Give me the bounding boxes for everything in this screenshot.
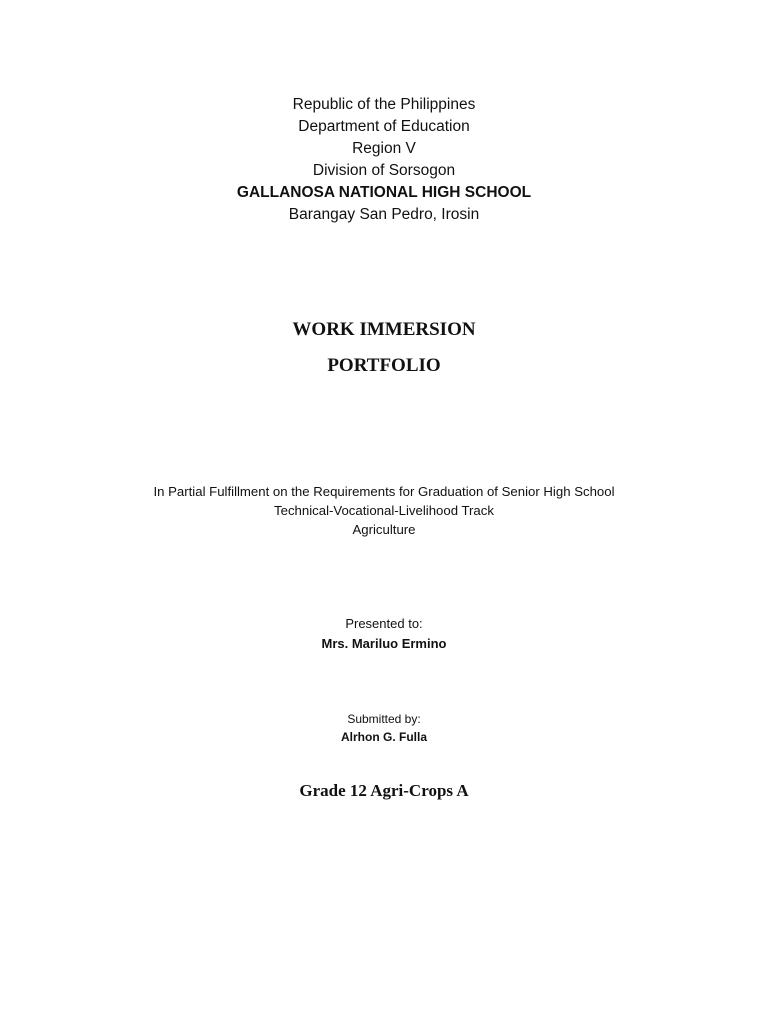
- submitted-by-section: [0, 710, 768, 746]
- grade-section: [0, 779, 768, 803]
- department-line: Department of Education: [298, 118, 470, 135]
- submitted-label: Submitted by:: [347, 712, 421, 726]
- title-line-1: WORK IMMERSION: [292, 319, 476, 340]
- submitted-name: Alrhon G. Fulla: [341, 730, 427, 744]
- title-line-2: PORTFOLIO: [327, 355, 441, 376]
- grade-text: Grade 12 Agri-Crops A: [299, 781, 469, 800]
- fulfillment-statement: [0, 482, 768, 539]
- presented-to-section: [0, 614, 768, 654]
- school-header: [0, 94, 768, 226]
- country-line: Republic of the Philippines: [292, 96, 476, 113]
- portfolio-title: [0, 312, 768, 384]
- fulfillment-line-3: Agriculture: [352, 522, 416, 537]
- fulfillment-line-1: In Partial Fulfillment on the Requirements for Graduation of Senior High School: [153, 484, 615, 499]
- school-address: Barangay San Pedro, Irosin: [288, 206, 480, 223]
- presented-name: Mrs. Mariluo Ermino: [321, 636, 447, 651]
- presented-label: Presented to:: [345, 616, 423, 631]
- region-line: Region V: [352, 140, 416, 157]
- division-line: Division of Sorsogon: [312, 162, 456, 179]
- fulfillment-line-2: Technical-Vocational-Livelihood Track: [274, 503, 494, 518]
- school-name: GALLANOSA NATIONAL HIGH SCHOOL: [236, 184, 532, 201]
